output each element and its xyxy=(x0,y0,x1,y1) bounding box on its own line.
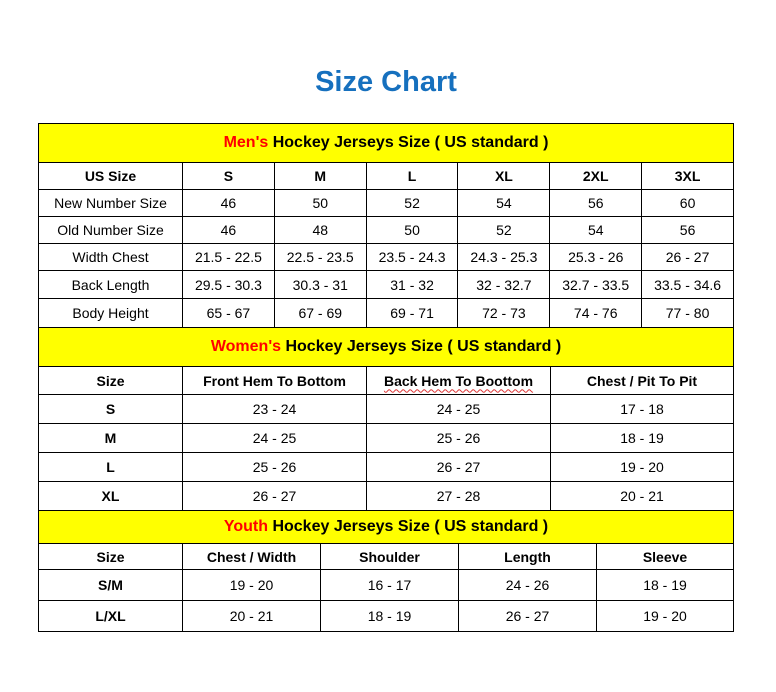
table-cell xyxy=(39,601,183,632)
column-header xyxy=(183,367,367,395)
cell-text: 20 - 21 xyxy=(620,488,664,504)
column-header xyxy=(183,163,275,190)
table-row xyxy=(39,570,734,601)
column-header xyxy=(597,544,734,570)
table-cell xyxy=(367,482,551,511)
cell-text: 19 - 20 xyxy=(620,459,664,475)
table-cell xyxy=(274,244,366,271)
table-cell xyxy=(274,217,366,244)
table-cell xyxy=(642,271,734,299)
cell-text: 18 - 19 xyxy=(620,430,664,446)
column-header xyxy=(550,163,642,190)
table-cell xyxy=(183,271,275,299)
table-cell xyxy=(642,299,734,328)
womens-heading-prefix: Women's xyxy=(210,338,282,355)
table-row xyxy=(39,424,734,453)
cell-text: 72 - 73 xyxy=(482,305,526,321)
cell-text: 74 - 76 xyxy=(573,305,618,321)
cell-text: 26 - 27 xyxy=(252,488,297,504)
table-cell xyxy=(39,271,183,299)
table-cell xyxy=(551,482,734,511)
table-cell xyxy=(274,299,366,328)
table-cell xyxy=(366,244,458,271)
column-header xyxy=(459,544,597,570)
table-cell xyxy=(551,424,734,453)
cell-text: 50 xyxy=(312,195,329,211)
cell-text: Body Height xyxy=(72,305,149,321)
mens-heading-row xyxy=(39,124,734,163)
cell-text: Width Chest xyxy=(72,249,149,265)
table-cell xyxy=(458,190,550,217)
cell-text: 31 - 32 xyxy=(390,276,434,293)
womens-heading-rest: Hockey Jerseys Size ( US standard ) xyxy=(281,338,562,355)
table-cell xyxy=(183,482,367,511)
cell-text: 27 - 28 xyxy=(436,488,481,504)
cell-text: Front Hem To Bottom xyxy=(203,372,346,389)
table-cell xyxy=(39,424,183,453)
cell-text: New Number Size xyxy=(54,195,167,211)
column-header xyxy=(274,163,366,190)
cell-text: L xyxy=(407,168,417,184)
cell-text: Length xyxy=(504,548,551,565)
table-cell xyxy=(597,601,734,632)
cell-text: 33.5 - 34.6 xyxy=(654,276,722,293)
column-header xyxy=(39,163,183,190)
cell-text: 22.5 - 23.5 xyxy=(286,249,354,265)
cell-text: 16 - 17 xyxy=(367,577,412,593)
table-cell xyxy=(183,244,275,271)
table-row xyxy=(39,271,734,299)
table-cell xyxy=(367,424,551,453)
table-cell xyxy=(39,395,183,424)
column-header xyxy=(321,544,459,570)
mens-heading-rest: Hockey Jerseys Size ( US standard ) xyxy=(268,134,549,151)
table-cell xyxy=(458,244,550,271)
mens-heading xyxy=(39,124,734,163)
table-cell xyxy=(183,217,275,244)
table-cell xyxy=(183,570,321,601)
cell-text: 24 - 26 xyxy=(505,577,550,593)
table-cell xyxy=(459,570,597,601)
cell-text: 30.3 - 31 xyxy=(292,276,348,293)
cell-text: Sleeve xyxy=(642,548,688,565)
cell-text: 24 - 25 xyxy=(436,401,481,417)
cell-text: 26 - 27 xyxy=(436,459,481,475)
cell-text: M xyxy=(314,168,327,184)
cell-text: 77 - 80 xyxy=(665,305,710,321)
table-row xyxy=(39,190,734,217)
table-cell xyxy=(39,482,183,511)
cell-text: 29.5 - 30.3 xyxy=(194,276,262,293)
column-header xyxy=(642,163,734,190)
cell-text: 26 - 27 xyxy=(505,608,550,624)
mens-size-table xyxy=(38,123,734,328)
cell-text: L/XL xyxy=(95,608,126,624)
cell-text: Old Number Size xyxy=(57,222,164,238)
cell-text: Chest / Width xyxy=(206,548,297,565)
cell-text: 25 - 26 xyxy=(252,459,297,475)
table-cell xyxy=(366,217,458,244)
cell-text: 26 - 27 xyxy=(665,249,710,265)
table-cell xyxy=(183,601,321,632)
cell-text: S xyxy=(105,401,116,417)
column-header xyxy=(366,163,458,190)
cell-text: 19 - 20 xyxy=(643,608,687,624)
table-cell xyxy=(366,299,458,328)
cell-text: 2XL xyxy=(582,168,609,184)
table-cell xyxy=(183,190,275,217)
table-cell xyxy=(459,601,597,632)
table-cell xyxy=(39,244,183,271)
table-row xyxy=(39,601,734,632)
table-cell xyxy=(321,601,459,632)
youth-heading-row xyxy=(39,511,734,544)
cell-text: 24 - 25 xyxy=(252,430,297,446)
cell-text: 32.7 - 33.5 xyxy=(562,276,630,293)
table-cell xyxy=(550,217,642,244)
table-cell xyxy=(274,271,366,299)
cell-text: Back Length xyxy=(71,276,150,293)
cell-text: 52 xyxy=(404,195,420,211)
cell-text: 24.3 - 25.3 xyxy=(470,249,538,265)
cell-text: 19 - 20 xyxy=(229,577,274,593)
cell-text: Size xyxy=(96,372,125,389)
column-header xyxy=(458,163,550,190)
cell-text: 17 - 18 xyxy=(620,401,664,417)
youth-heading-rest: Hockey Jerseys Size ( US standard ) xyxy=(268,518,549,535)
table-cell xyxy=(321,570,459,601)
header-row xyxy=(39,367,734,395)
cell-text: 56 xyxy=(679,222,696,238)
cell-text: 18 - 19 xyxy=(367,608,412,624)
table-cell xyxy=(183,424,367,453)
table-cell xyxy=(39,217,183,244)
column-header xyxy=(39,367,183,395)
cell-text: 50 xyxy=(404,222,420,238)
table-cell xyxy=(39,299,183,328)
table-row xyxy=(39,299,734,328)
table-row xyxy=(39,395,734,424)
table-cell xyxy=(642,244,734,271)
cell-text: 65 - 67 xyxy=(206,305,251,321)
page-title: Size Chart xyxy=(315,66,457,98)
womens-heading xyxy=(39,328,734,367)
cell-text: 46 xyxy=(220,222,237,238)
table-cell xyxy=(39,453,183,482)
cell-text: US Size xyxy=(84,168,137,184)
cell-text: 32 - 32.7 xyxy=(476,276,532,293)
header-row xyxy=(39,163,734,190)
cell-text: XL xyxy=(101,488,120,504)
cell-text: 23.5 - 24.3 xyxy=(378,249,446,265)
youth-size-table xyxy=(38,510,734,632)
cell-text: 23 - 24 xyxy=(252,401,297,417)
womens-size-table xyxy=(38,327,734,511)
table-row xyxy=(39,482,734,511)
cell-text: 67 - 69 xyxy=(298,305,343,321)
table-cell xyxy=(274,190,366,217)
cell-text: S/M xyxy=(98,577,123,593)
cell-text: 60 xyxy=(679,195,696,211)
cell-text: 69 - 71 xyxy=(390,305,434,321)
cell-text: 3XL xyxy=(674,168,701,184)
cell-text: Back Hem To Boottom xyxy=(383,372,534,389)
table-row xyxy=(39,453,734,482)
cell-text: 56 xyxy=(587,195,604,211)
cell-text: 48 xyxy=(312,222,329,238)
column-header xyxy=(367,367,551,395)
table-cell xyxy=(458,299,550,328)
cell-text: 52 xyxy=(496,222,512,238)
table-cell xyxy=(551,453,734,482)
cell-text: Size xyxy=(96,548,125,565)
cell-text: Shoulder xyxy=(359,548,420,565)
table-cell xyxy=(458,271,550,299)
cell-text: 25.3 - 26 xyxy=(568,249,624,265)
table-cell xyxy=(367,453,551,482)
womens-heading-row xyxy=(39,328,734,367)
cell-text: 25 - 26 xyxy=(436,430,481,446)
table-cell xyxy=(550,190,642,217)
cell-text: XL xyxy=(494,168,513,184)
column-header xyxy=(551,367,734,395)
table-cell xyxy=(597,570,734,601)
table-cell xyxy=(183,453,367,482)
table-cell xyxy=(366,271,458,299)
table-cell xyxy=(642,217,734,244)
column-header xyxy=(183,544,321,570)
youth-heading xyxy=(39,511,734,544)
table-cell xyxy=(183,395,367,424)
table-row xyxy=(39,244,734,271)
mens-heading-prefix: Men's xyxy=(223,134,269,151)
table-cell xyxy=(551,395,734,424)
table-cell xyxy=(642,190,734,217)
cell-text: 21.5 - 22.5 xyxy=(194,249,262,265)
cell-text: 54 xyxy=(587,222,604,238)
table-cell xyxy=(550,271,642,299)
column-header xyxy=(39,544,183,570)
table-row xyxy=(39,217,734,244)
header-row xyxy=(39,544,734,570)
table-cell xyxy=(183,299,275,328)
cell-text: 18 - 19 xyxy=(643,577,687,593)
table-cell xyxy=(550,244,642,271)
table-cell xyxy=(39,190,183,217)
cell-text: L xyxy=(106,459,115,475)
cell-text: M xyxy=(104,430,117,446)
table-cell xyxy=(458,217,550,244)
cell-text: 54 xyxy=(496,195,512,211)
cell-text: S xyxy=(223,168,234,184)
table-cell xyxy=(366,190,458,217)
youth-heading-prefix: Youth xyxy=(223,518,268,535)
cell-text: Chest / Pit To Pit xyxy=(586,372,698,389)
cell-text: 20 - 21 xyxy=(229,608,274,624)
table-cell xyxy=(550,299,642,328)
cell-text: 46 xyxy=(220,195,237,211)
table-cell xyxy=(39,570,183,601)
table-cell xyxy=(367,395,551,424)
